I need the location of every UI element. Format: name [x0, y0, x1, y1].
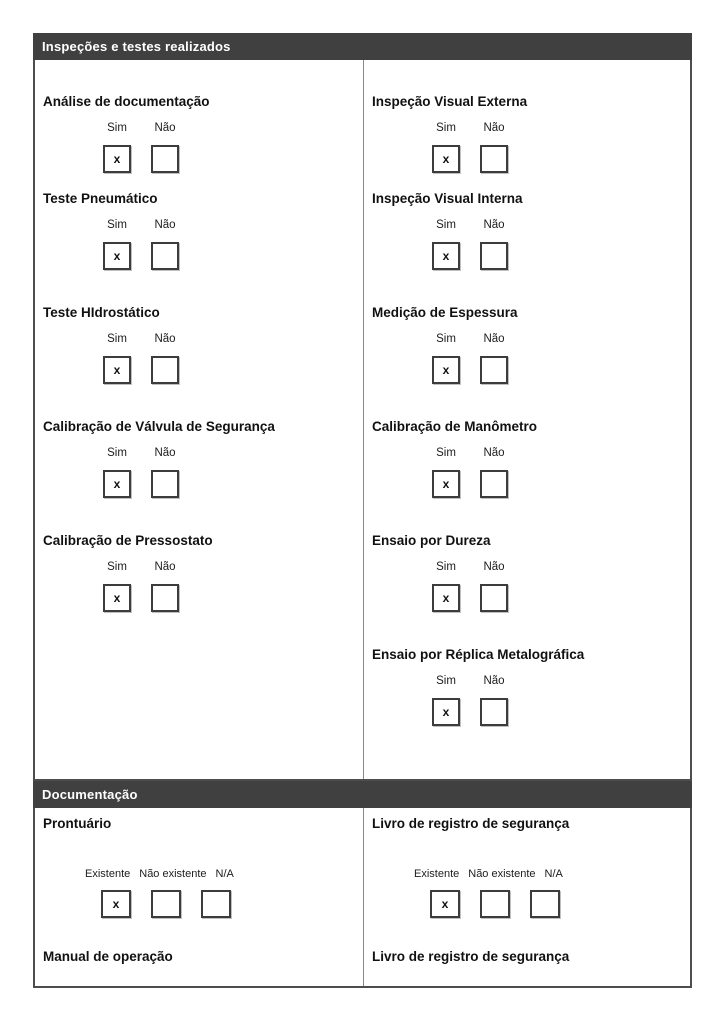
item-label: Inspeção Visual Interna: [372, 191, 523, 206]
checkbox-existente[interactable]: [430, 890, 460, 918]
checkbox-sim[interactable]: [103, 584, 131, 612]
option-labels: [432, 561, 690, 574]
doc-item-label: Prontuário: [43, 816, 112, 831]
option-label-existente: Existente: [85, 868, 131, 880]
tests-column-left: [35, 60, 364, 779]
checkbox-row: [103, 356, 363, 384]
checkbox-nao[interactable]: [480, 356, 508, 384]
checkbox-row: [432, 242, 690, 270]
option-label-sim: Sim: [436, 219, 456, 231]
option-label-sim: Sim: [436, 561, 456, 573]
checkbox-sim[interactable]: [432, 470, 460, 498]
checkbox-row: [430, 890, 690, 918]
checkbox-mark: x: [442, 152, 450, 166]
item-label: Calibração de Válvula de Segurança: [43, 419, 275, 434]
checkbox-sim[interactable]: [103, 356, 131, 384]
item-label: Teste Pneumático: [43, 191, 158, 206]
test-item: [372, 94, 690, 173]
option-label-nao: Não: [483, 333, 505, 345]
doc-item-label: Manual de operação: [43, 949, 173, 964]
option-label-nao: Não: [483, 219, 505, 231]
test-item: [43, 305, 363, 384]
checkbox-row: [432, 356, 690, 384]
test-item: [43, 533, 363, 612]
test-item: [372, 419, 690, 498]
doc-option-labels: [414, 868, 690, 881]
doc-option-labels: [85, 868, 363, 881]
checkbox-sim[interactable]: [432, 584, 460, 612]
checkbox-nao-existente[interactable]: [151, 890, 181, 918]
checkbox-existente[interactable]: [101, 890, 131, 918]
section-body-tests: [33, 60, 692, 781]
option-labels: [432, 122, 690, 135]
docs-column-left: [35, 808, 364, 986]
form-sheet: [33, 33, 692, 988]
checkbox-mark: x: [113, 591, 121, 605]
test-item: [372, 647, 690, 726]
checkbox-sim[interactable]: [103, 242, 131, 270]
checkbox-nao[interactable]: [151, 242, 179, 270]
item-label: Inspeção Visual Externa: [372, 94, 528, 109]
checkbox-row: [103, 242, 363, 270]
option-label-nao: Não: [483, 561, 505, 573]
checkbox-mark: x: [113, 249, 121, 263]
item-label: Análise de documentação: [43, 94, 210, 109]
option-label-nao-existente: Não existente: [468, 868, 536, 880]
option-label-sim: Sim: [436, 122, 456, 134]
doc-item-label: Livro de registro de segurança: [372, 949, 570, 964]
checkbox-row: [103, 584, 363, 612]
test-item: [372, 305, 690, 384]
checkbox-sim[interactable]: [432, 698, 460, 726]
checkbox-mark: x: [112, 897, 120, 911]
option-label-nao: Não: [154, 219, 176, 231]
checkbox-mark: x: [441, 897, 449, 911]
test-item: [43, 94, 363, 173]
section-body-documentation: [33, 808, 692, 988]
option-label-nao: Não: [154, 561, 176, 573]
checkbox-row: [103, 145, 363, 173]
option-label-na: N/A: [544, 868, 563, 880]
checkbox-nao[interactable]: [151, 470, 179, 498]
doc-item-label: Livro de registro de segurança: [372, 816, 570, 831]
checkbox-mark: x: [442, 477, 450, 491]
option-label-sim: Sim: [436, 333, 456, 345]
option-labels: [432, 675, 690, 688]
item-label: Ensaio por Réplica Metalográfica: [372, 647, 585, 662]
checkbox-mark: x: [113, 152, 121, 166]
option-label-sim: Sim: [107, 447, 127, 459]
option-label-sim: Sim: [436, 447, 456, 459]
checkbox-nao[interactable]: [480, 584, 508, 612]
checkbox-na[interactable]: [201, 890, 231, 918]
checkbox-mark: x: [113, 363, 121, 377]
option-label-sim: Sim: [107, 561, 127, 573]
tests-column-right: [364, 60, 690, 779]
checkbox-mark: x: [442, 249, 450, 263]
option-labels: [103, 219, 363, 232]
test-item: [372, 191, 690, 270]
checkbox-sim[interactable]: [432, 356, 460, 384]
option-labels: [432, 219, 690, 232]
checkbox-row: [103, 470, 363, 498]
option-labels: [432, 333, 690, 346]
option-label-nao: Não: [483, 447, 505, 459]
checkbox-na[interactable]: [530, 890, 560, 918]
option-labels: [103, 447, 363, 460]
checkbox-nao[interactable]: [151, 356, 179, 384]
checkbox-sim[interactable]: [103, 145, 131, 173]
option-label-sim: Sim: [107, 122, 127, 134]
checkbox-row: [101, 890, 363, 918]
option-label-nao: Não: [483, 122, 505, 134]
checkbox-nao[interactable]: [151, 584, 179, 612]
item-label: Teste HIdrostático: [43, 305, 160, 320]
option-label-nao-existente: Não existente: [139, 868, 207, 880]
checkbox-mark: x: [113, 477, 121, 491]
item-label: Medição de Espessura: [372, 305, 518, 320]
test-item: [43, 191, 363, 270]
checkbox-mark: x: [442, 591, 450, 605]
option-label-na: N/A: [215, 868, 234, 880]
option-labels: [103, 122, 363, 135]
checkbox-nao[interactable]: [480, 470, 508, 498]
item-label: Ensaio por Dureza: [372, 533, 491, 548]
checkbox-row: [432, 584, 690, 612]
option-label-sim: Sim: [107, 219, 127, 231]
section-header-tests: Inspeções e testes realizados: [33, 33, 692, 60]
option-label-sim: Sim: [436, 675, 456, 687]
checkbox-mark: x: [442, 363, 450, 377]
test-item: [372, 533, 690, 612]
checkbox-sim[interactable]: [432, 242, 460, 270]
option-label-nao: Não: [154, 333, 176, 345]
checkbox-nao[interactable]: [480, 698, 508, 726]
option-labels: [432, 447, 690, 460]
option-label-nao: Não: [154, 122, 176, 134]
option-label-nao: Não: [154, 447, 176, 459]
checkbox-row: [432, 145, 690, 173]
docs-column-right: [364, 808, 690, 986]
option-label-sim: Sim: [107, 333, 127, 345]
checkbox-row: [432, 698, 690, 726]
checkbox-mark: x: [442, 705, 450, 719]
checkbox-sim[interactable]: [103, 470, 131, 498]
item-label: Calibração de Pressostato: [43, 533, 213, 548]
option-labels: [103, 561, 363, 574]
checkbox-sim[interactable]: [432, 145, 460, 173]
checkbox-nao[interactable]: [480, 242, 508, 270]
test-item: [43, 419, 363, 498]
checkbox-nao-existente[interactable]: [480, 890, 510, 918]
checkbox-nao[interactable]: [480, 145, 508, 173]
section-header-documentation: Documentação: [33, 781, 692, 808]
option-labels: [103, 333, 363, 346]
option-label-existente: Existente: [414, 868, 460, 880]
item-label: Calibração de Manômetro: [372, 419, 538, 434]
checkbox-row: [432, 470, 690, 498]
option-label-nao: Não: [483, 675, 505, 687]
checkbox-nao[interactable]: [151, 145, 179, 173]
